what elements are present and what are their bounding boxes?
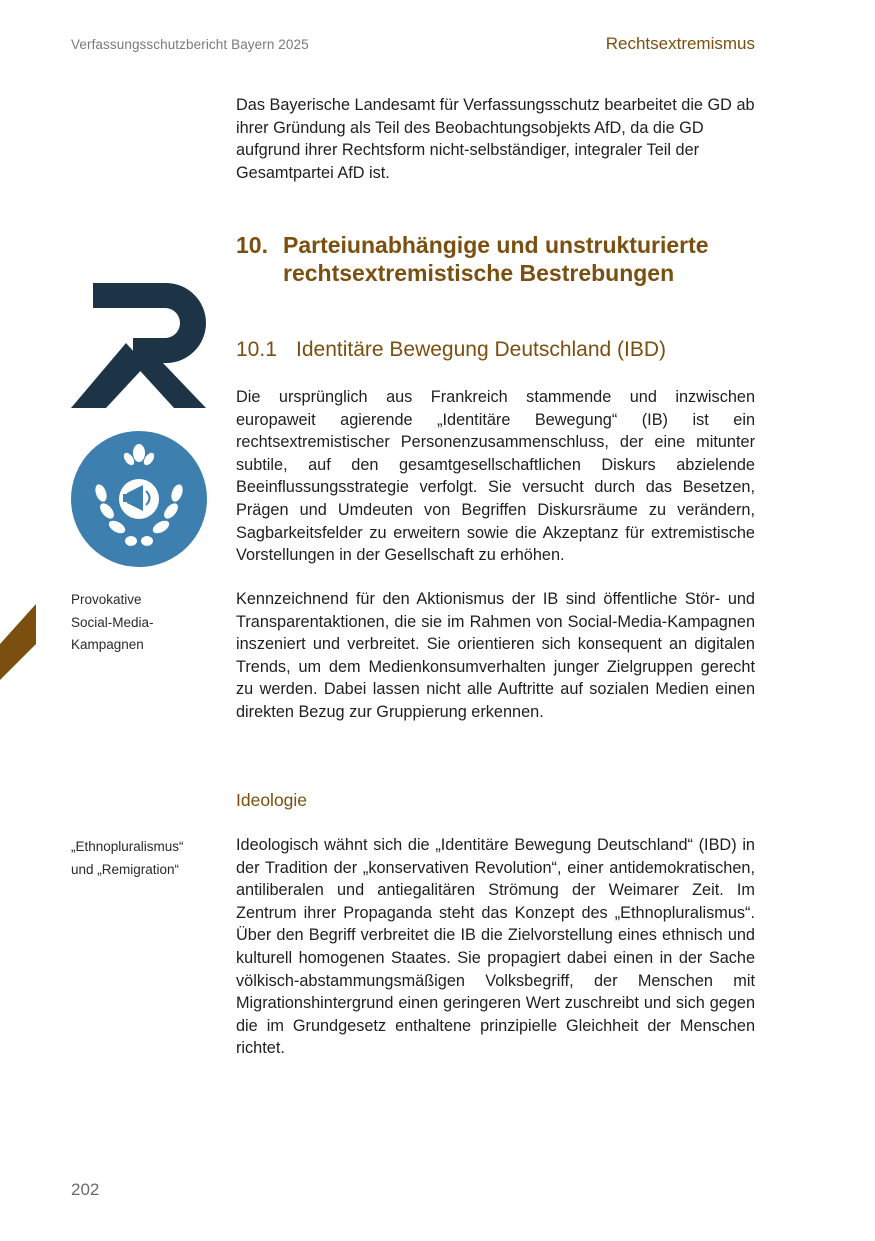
ib-megaphone-emblem: [71, 431, 207, 567]
body-paragraph-1: Die ursprünglich aus Frankreich stammende und inzwischen europaweit agierende „Identitäre Bewegung“ (IB) ist ein rechtsextremistischer Personenzusammenschluss, der eine mitunter subtile, auf den gesamtgesellschaftlichen Diskurs abzielende Beeinflussungsstrategie verfolgt. Sie versucht durch das Besetzen, Prägen und Umdeuten von Begriffen Diskursräume zu verändern, Sagbarkeitsfelder zu erweitern sowie die Akzeptanz für extremistische Vorstellungen in der Gesellschaft zu erhöhen.: [236, 388, 755, 565]
chapter-title: Rechtsextremismus: [605, 34, 755, 53]
intro-paragraph: Das Bayerische Landesamt für Verfassungsschutz bearbeitet die GD ab ihrer Gründung als Teil des Beobachtungsobjekts AfD, da die GD aufgrund ihrer Rechtsform nicht-selbständiger, integraler Teil der Gesamtpartei AfD ist.: [236, 96, 755, 182]
page-number: 202: [71, 1180, 100, 1199]
subsection-heading: [236, 338, 755, 362]
body-paragraph-2: Kennzeichnend für den Aktionismus der IB sind öffentliche Stör- und Transparentaktionen, die sie im Rahmen von Social-Media-Kampagnen inszeniert und verbreitet. Sie orientieren sich konsequent an digitalen Trends, um dem Medienkonsumverhalten junger Zielgruppen gerecht zu werden. Dabei lassen nicht alle Auftritte auf sozialen Medien einen direkten Bezug zur Gruppierung erkennen.: [236, 590, 755, 721]
margin-note-line: und „Remigration“: [71, 861, 180, 877]
chapter-tab-marker: [0, 604, 36, 680]
subsection-number: 10.1: [236, 338, 277, 361]
subheading-ideologie: Ideologie: [236, 790, 308, 810]
margin-note-campaigns: [71, 589, 154, 657]
section-title: Parteiunabhängige und unstrukturierte rechtsextremistische Bestrebungen: [283, 232, 709, 286]
margin-note-line: Social-Media-: [71, 614, 154, 630]
margin-note-line: Provokative: [71, 592, 142, 607]
margin-note-line: Kampagnen: [71, 637, 144, 652]
ib-r-logo: [71, 283, 206, 408]
subsection-title: Identitäre Bewegung Deutschland (IBD): [296, 338, 667, 361]
running-header-title: Verfassungsschutzbericht Bayern 2025: [71, 37, 309, 52]
section-number: 10.: [236, 232, 268, 258]
margin-note-ethnopluralismus: [71, 836, 184, 881]
margin-note-line: „Ethnopluralismus“: [71, 839, 184, 854]
section-heading: [236, 232, 755, 287]
body-paragraph-3: Ideologisch wähnt sich die „Identitäre Bewegung Deutschland“ (IBD) in der Tradition der „konservativen Revolution“, einer antidemokratischen, antiliberalen und antiegalitären Strömung der Weimarer Zeit. Im Zentrum ihrer Propaganda steht das Konzept des „Ethnopluralismus“. Über den Begriff verbreitet die IB die Zielvorstellung eines ethnisch und kulturell homogenen Staates. Sie propagiert dabei einen in der Sache völkisch-abstammungsmäßigen Volksbegriff, der Menschen mit Migrationshintergrund einen geringeren Wert zuschreibt und sich gegen die im Grundgesetz enthaltene prinzipielle Gleichheit der Menschen richtet.: [236, 836, 755, 1058]
